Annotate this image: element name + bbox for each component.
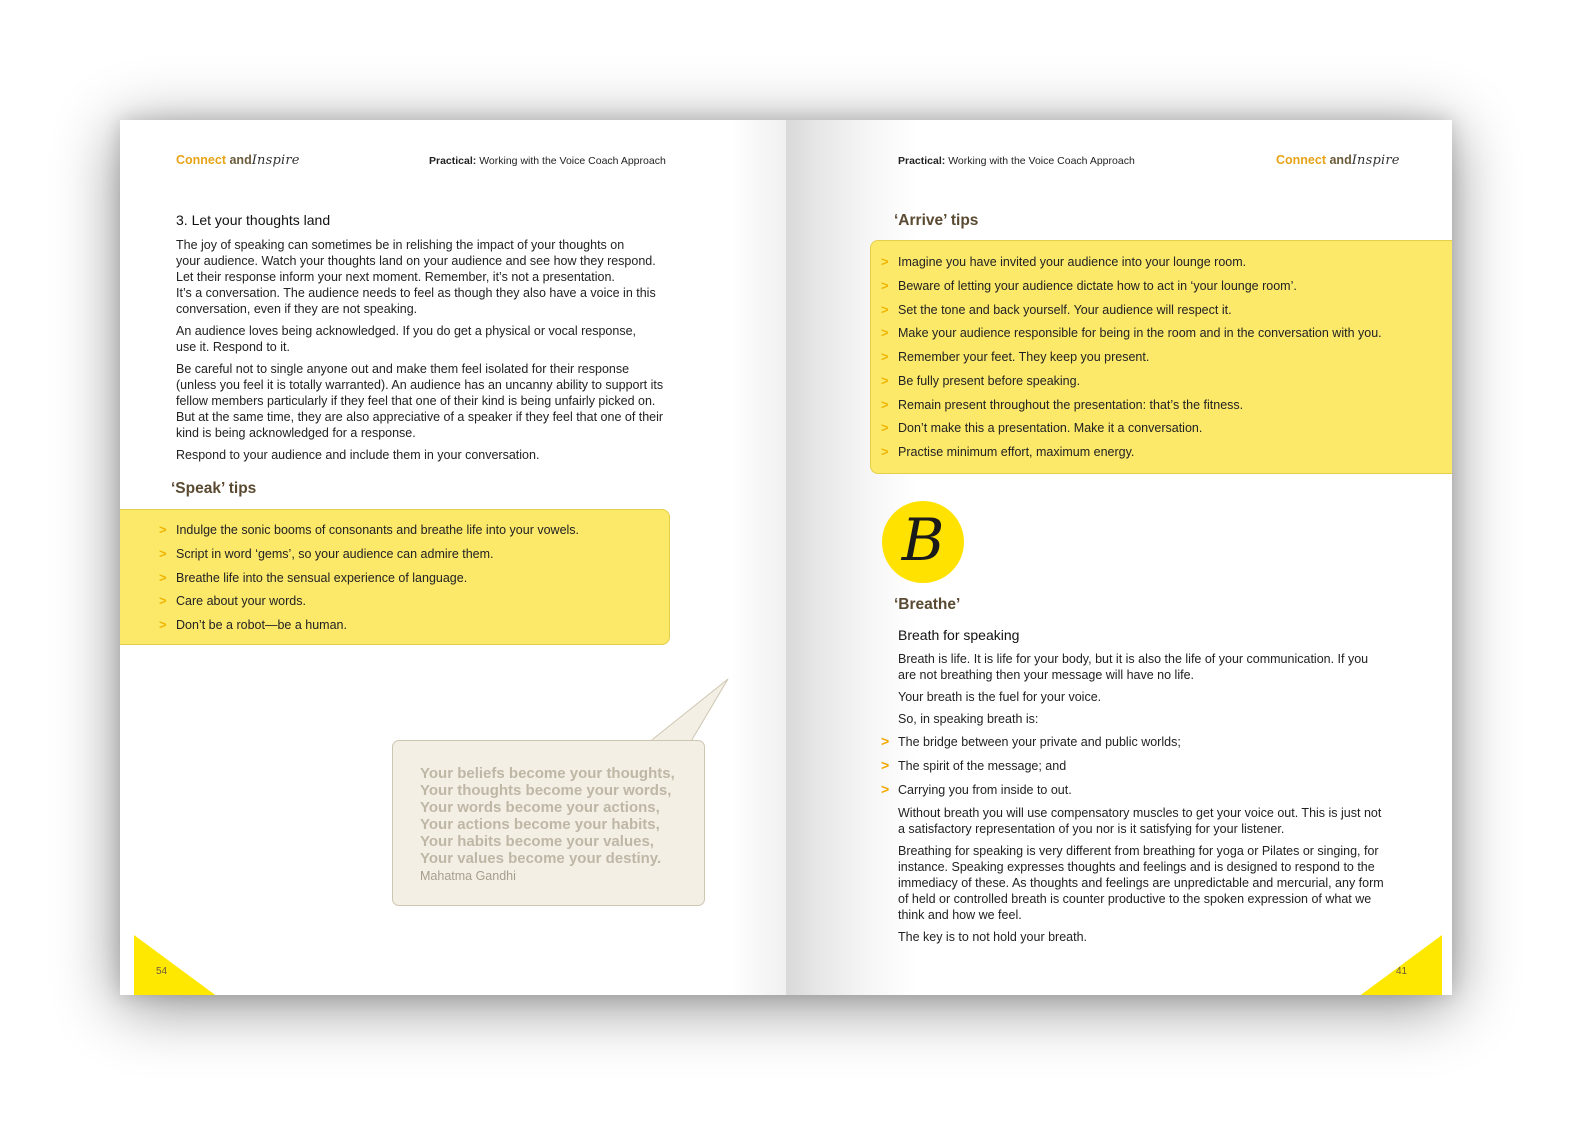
paragraph: Your breath is the fuel for your voice. xyxy=(898,690,1102,704)
chevron-right-icon: > xyxy=(159,617,167,632)
book-spread xyxy=(120,120,1452,995)
badge-letter: B xyxy=(901,506,945,574)
breathe-title: ‘Breathe’ xyxy=(894,596,961,613)
quote-author: Mahatma Gandhi xyxy=(420,869,516,883)
chevron-right-icon: > xyxy=(881,420,889,435)
paragraph: So, in speaking breath is: xyxy=(898,712,1039,726)
quote-text: Your beliefs become your thoughts, Your thoughts become your words, Your words become your actions, Your actions become your habits, Your habits become your values, Your values become your destiny. Mahatma Gandhi xyxy=(420,765,675,883)
corner-triangle-right xyxy=(1352,935,1442,995)
tip-item: > Breathe life into the sensual experience of language. xyxy=(159,570,468,585)
body-text-right-closing xyxy=(898,805,1428,945)
chevron-right-icon: > xyxy=(881,781,890,797)
tip-item: > Remember your feet. They keep you present. xyxy=(881,349,1150,364)
left-page xyxy=(120,120,786,995)
arrive-tips-title: ‘Arrive’ tips xyxy=(894,212,979,229)
chevron-right-icon: > xyxy=(881,373,889,388)
chevron-right-icon: > xyxy=(881,302,889,317)
body-text-right-intro xyxy=(898,651,1428,727)
paragraph: Breathing for speaking is very different from breathing for yoga or Pilates or singing, for instance. Speaking expresses thoughts and feelings and is designed to respond to the immediacy of these. As thoughts and feelings are unpredictable and mercurial, any form of held or controlled breath is counter productive to the spoken expression of what we think and how we feel. xyxy=(898,844,1384,922)
chevron-right-icon: > xyxy=(881,733,890,749)
page-number-left: 54 xyxy=(156,966,168,977)
speak-tips-title: ‘Speak’ tips xyxy=(171,480,257,497)
running-head-left: Practical: Working with the Voice Coach Approach xyxy=(429,155,666,167)
chevron-right-icon: > xyxy=(881,444,889,459)
breath-bullet: > The bridge between your private and public worlds; xyxy=(881,733,1181,749)
breath-sub-heading: Breath for speaking xyxy=(898,627,1020,643)
tip-item: > Be fully present before speaking. xyxy=(881,373,1081,388)
page-number-right: 41 xyxy=(1396,966,1408,977)
tip-item: > Indulge the sonic booms of consonants and breathe life into your vowels. xyxy=(159,522,580,537)
brand-logo-right: Connect andInspire xyxy=(1276,153,1400,168)
tip-item: > Remain present throughout the presentation: that’s the fitness. xyxy=(881,397,1244,412)
body-text-left xyxy=(176,237,736,463)
tip-item: > Set the tone and back yourself. Your audience will respect it. xyxy=(881,302,1232,317)
running-head-right: Practical: Working with the Voice Coach Approach xyxy=(898,155,1135,167)
paragraph: Breath is life. It is life for your body, but it is also the life of your communication. If you are not breathing then your message will have no life. xyxy=(898,652,1369,682)
chevron-right-icon: > xyxy=(881,757,890,773)
tip-item: > Beware of letting your audience dictate how to act in ‘your lounge room’. xyxy=(881,278,1297,293)
tip-item: > Practise minimum effort, maximum energy. xyxy=(881,444,1135,459)
tip-item: > Imagine you have invited your audience into your lounge room. xyxy=(881,254,1247,269)
paragraph: Be careful not to single anyone out and make them feel isolated for their response (unless you feel it is totally warranted). An audience has an uncanny ability to support its fellow members particularly if they feel that one of their kind is being unfairly picked on. But at the same time, they are also appreciative of a speaker if they feel that one of their kind is being acknowledged for a response. xyxy=(176,362,664,440)
tip-item: > Care about your words. xyxy=(159,593,306,608)
chevron-right-icon: > xyxy=(881,397,889,412)
tip-item: > Make your audience responsible for being in the room and in the conversation with you. xyxy=(881,325,1382,340)
chevron-right-icon: > xyxy=(159,593,167,608)
quote-bubble xyxy=(392,740,705,906)
paragraph: Without breath you will use compensatory muscles to get your voice out. This is just not a satisfactory representation of you nor is it satisfying for your listener. xyxy=(898,806,1382,836)
tip-item: > Script in word ‘gems’, so your audience can admire them. xyxy=(159,546,494,561)
gutter-shadow xyxy=(730,120,786,995)
paragraph: The joy of speaking can sometimes be in relishing the impact of your thoughts on your audience. Watch your thoughts land on your audience and see how they respond. Let their response inform your next moment. Remember, it’s not a presentation. It’s a conversation. The audience needs to feel as though they also have a voice in this conversation, even if they are not speaking. xyxy=(176,238,656,316)
tip-item: > Don’t be a robot—be a human. xyxy=(159,617,347,632)
section-heading: 3. Let your thoughts land xyxy=(176,212,331,228)
chevron-right-icon: > xyxy=(159,522,167,537)
chevron-right-icon: > xyxy=(881,349,889,364)
chevron-right-icon: > xyxy=(881,325,889,340)
breathe-badge xyxy=(882,501,964,583)
paragraph: The key is to not hold your breath. xyxy=(898,930,1087,944)
right-page xyxy=(786,120,1452,995)
corner-triangle-left xyxy=(134,935,224,995)
chevron-right-icon: > xyxy=(881,278,889,293)
chevron-right-icon: > xyxy=(159,570,167,585)
breath-bullet: > The spirit of the message; and xyxy=(881,757,1067,773)
breath-bullet: > Carrying you from inside to out. xyxy=(881,781,1072,797)
chevron-right-icon: > xyxy=(159,546,167,561)
chevron-right-icon: > xyxy=(881,254,889,269)
tip-item: > Don’t make this a presentation. Make it a conversation. xyxy=(881,420,1203,435)
brand-logo-left: Connect andInspire xyxy=(176,153,300,168)
paragraph: Respond to your audience and include them in your conversation. xyxy=(176,448,540,462)
paragraph: An audience loves being acknowledged. If you do get a physical or vocal response, use it. Respond to it. xyxy=(176,324,637,354)
